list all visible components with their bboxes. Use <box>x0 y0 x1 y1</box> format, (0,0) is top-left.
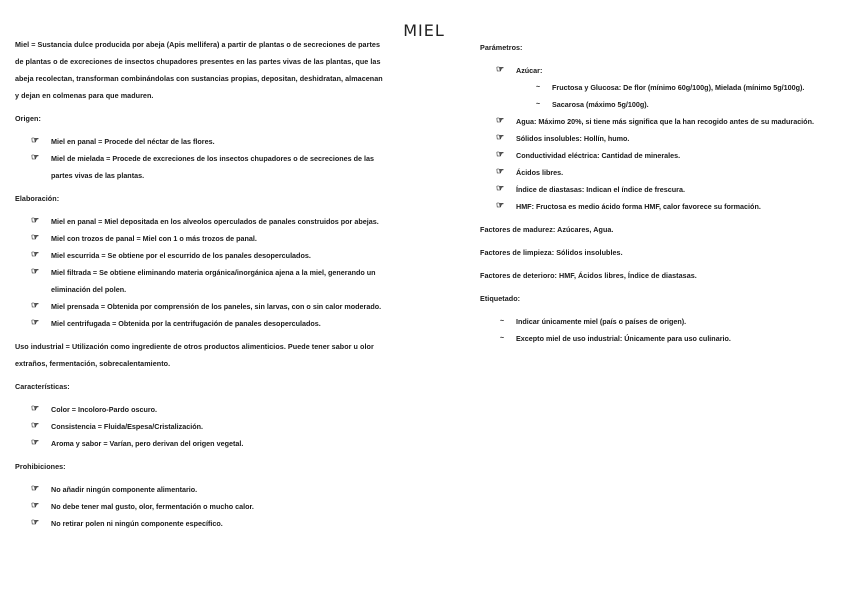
list-item <box>15 315 385 332</box>
list-item-text: Aroma y sabor = Varían, pero derivan del origen vegetal. <box>51 439 244 448</box>
list-item-text: Azúcar: <box>516 66 543 75</box>
pointing-hand-icon: ☞ <box>496 200 505 210</box>
origen-list <box>15 133 385 184</box>
sub-list-item <box>480 96 820 113</box>
list-item-text: Ácidos libres. <box>516 168 564 177</box>
pointing-hand-icon: ☞ <box>31 232 40 242</box>
list-item-text: Sacarosa (máximo 5g/100g). <box>552 100 649 109</box>
list-item-azucar <box>480 62 820 79</box>
list-item <box>480 330 820 347</box>
pointing-hand-icon: ☞ <box>31 300 40 310</box>
pointing-hand-icon: ☞ <box>31 500 40 510</box>
pointing-hand-icon: ☞ <box>31 517 40 527</box>
pointing-hand-icon: ☞ <box>31 152 40 162</box>
list-item-text: Conductividad eléctrica: Cantidad de minerales. <box>516 151 681 160</box>
list-item-text: Color = Incoloro-Pardo oscuro. <box>51 405 158 414</box>
definition-paragraph: Miel = Sustancia dulce producida por abeja (Apis mellifera) a partir de plantas o de secreciones de partes de plantas o de excreciones de insectos chupadores presentes en las partes vivas de las plantas, que las abeja recolectan, transforman combinándolas con sustancias propias, depositan, deshidratan, almacenan y dejan en colmenas para que maduren. <box>15 40 383 100</box>
factores-deterioro: Factores de deterioro: HMF, Ácidos libres, Índice de diastasas. <box>480 271 697 280</box>
list-item-text: Sólidos insolubles: Hollín, humo. <box>516 134 630 143</box>
pointing-hand-icon: ☞ <box>31 215 40 225</box>
list-item <box>15 230 385 247</box>
list-item <box>15 401 385 418</box>
sub-list-item <box>480 79 820 96</box>
pointing-hand-icon: ☞ <box>31 437 40 447</box>
list-item <box>480 130 820 147</box>
list-item-text: Miel filtrada = Se obtiene eliminando materia orgánica/inorgánica ajena a la miel, generando un eliminación del polen. <box>51 268 376 294</box>
list-item <box>15 213 385 230</box>
origen-heading: Origen: <box>15 114 41 123</box>
parametros-heading: Parámetros: <box>480 43 523 52</box>
prohibiciones-list <box>15 481 385 532</box>
list-item-text: HMF: Fructosa es medio ácido forma HMF, calor favorece su formación. <box>516 202 761 211</box>
list-item-text: Índice de diastasas: Indican el índice de frescura. <box>516 185 685 194</box>
elaboracion-heading: Elaboración: <box>15 194 60 203</box>
list-item-text: Miel centrifugada = Obtenida por la centrifugación de panales desoperculados. <box>51 319 321 328</box>
uso-industrial-paragraph: Uso industrial = Utilización como ingrediente de otros productos alimenticios. Puede tener sabor u olor extraños, fermentación, sobrecalentamiento. <box>15 342 374 368</box>
list-item <box>15 435 385 452</box>
caracteristicas-heading: Características: <box>15 382 70 391</box>
list-item-text: No añadir ningún componente alimentario. <box>51 485 198 494</box>
list-item-text: Miel con trozos de panal = Miel con 1 o más trozos de panal. <box>51 234 257 243</box>
list-item <box>480 181 820 198</box>
list-item <box>15 498 385 515</box>
elaboracion-list <box>15 213 385 332</box>
list-item <box>15 418 385 435</box>
etiquetado-list <box>480 313 820 347</box>
pointing-hand-icon: ☞ <box>31 420 40 430</box>
factores-limpieza: Factores de limpieza: Sólidos insolubles. <box>480 248 623 257</box>
list-item-text: Consistencia = Fluida/Espesa/Cristalización. <box>51 422 203 431</box>
list-item-text: No debe tener mal gusto, olor, fermentación o mucho calor. <box>51 502 254 511</box>
list-item <box>480 313 820 330</box>
list-item <box>15 150 385 184</box>
parametros-list <box>480 62 820 215</box>
page-title: MIEL <box>403 20 445 40</box>
list-item-text: Miel prensada = Obtenida por comprensión de los paneles, sin larvas, con o sin calor moderado. <box>51 302 382 311</box>
left-column <box>15 36 385 538</box>
list-item <box>15 298 385 315</box>
caracteristicas-list <box>15 401 385 452</box>
list-item <box>480 147 820 164</box>
list-item-text: Indicar únicamente miel (país o países de origen). <box>516 317 687 326</box>
list-item-text: No retirar polen ni ningún componente específico. <box>51 519 223 528</box>
list-item <box>480 164 820 181</box>
pointing-hand-icon: ☞ <box>496 183 505 193</box>
list-item-text: Excepto miel de uso industrial: Únicamente para uso culinario. <box>516 334 731 343</box>
list-item-text: Miel en panal = Miel depositada en los alveolos operculados de panales construidos por abejas. <box>51 217 379 226</box>
pointing-hand-icon: ☞ <box>31 403 40 413</box>
factores-madurez: Factores de madurez: Azúcares, Agua. <box>480 225 614 234</box>
pointing-hand-icon: ☞ <box>31 249 40 259</box>
list-item-text: Fructosa y Glucosa: De flor (mínimo 60g/100g), Mielada (mínimo 5g/100g). <box>552 83 805 92</box>
list-item <box>15 264 385 298</box>
right-column <box>480 39 820 353</box>
tilde-icon: ~ <box>500 318 505 325</box>
etiquetado-heading: Etiquetado: <box>480 294 521 303</box>
tilde-icon: ~ <box>536 84 541 91</box>
pointing-hand-icon: ☞ <box>496 166 505 176</box>
pointing-hand-icon: ☞ <box>496 64 505 74</box>
pointing-hand-icon: ☞ <box>31 317 40 327</box>
list-item <box>480 113 820 130</box>
list-item <box>15 133 385 150</box>
pointing-hand-icon: ☞ <box>496 115 505 125</box>
pointing-hand-icon: ☞ <box>496 149 505 159</box>
pointing-hand-icon: ☞ <box>31 135 40 145</box>
pointing-hand-icon: ☞ <box>31 483 40 493</box>
list-item <box>15 481 385 498</box>
list-item-text: Miel en panal = Procede del néctar de las flores. <box>51 137 215 146</box>
tilde-icon: ~ <box>536 101 541 108</box>
pointing-hand-icon: ☞ <box>31 266 40 276</box>
tilde-icon: ~ <box>500 335 505 342</box>
list-item <box>480 198 820 215</box>
pointing-hand-icon: ☞ <box>496 132 505 142</box>
list-item-text: Miel escurrida = Se obtiene por el escurrido de los panales desoperculados. <box>51 251 311 260</box>
list-item-text: Agua: Máximo 20%, si tiene más significa que la han recogido antes de su maduración. <box>516 117 814 126</box>
list-item <box>15 247 385 264</box>
prohibiciones-heading: Prohibiciones: <box>15 462 66 471</box>
list-item-text: Miel de mielada = Procede de excreciones de los insectos chupadores o de secreciones de las partes vivas de las plantas. <box>51 154 374 180</box>
list-item <box>15 515 385 532</box>
